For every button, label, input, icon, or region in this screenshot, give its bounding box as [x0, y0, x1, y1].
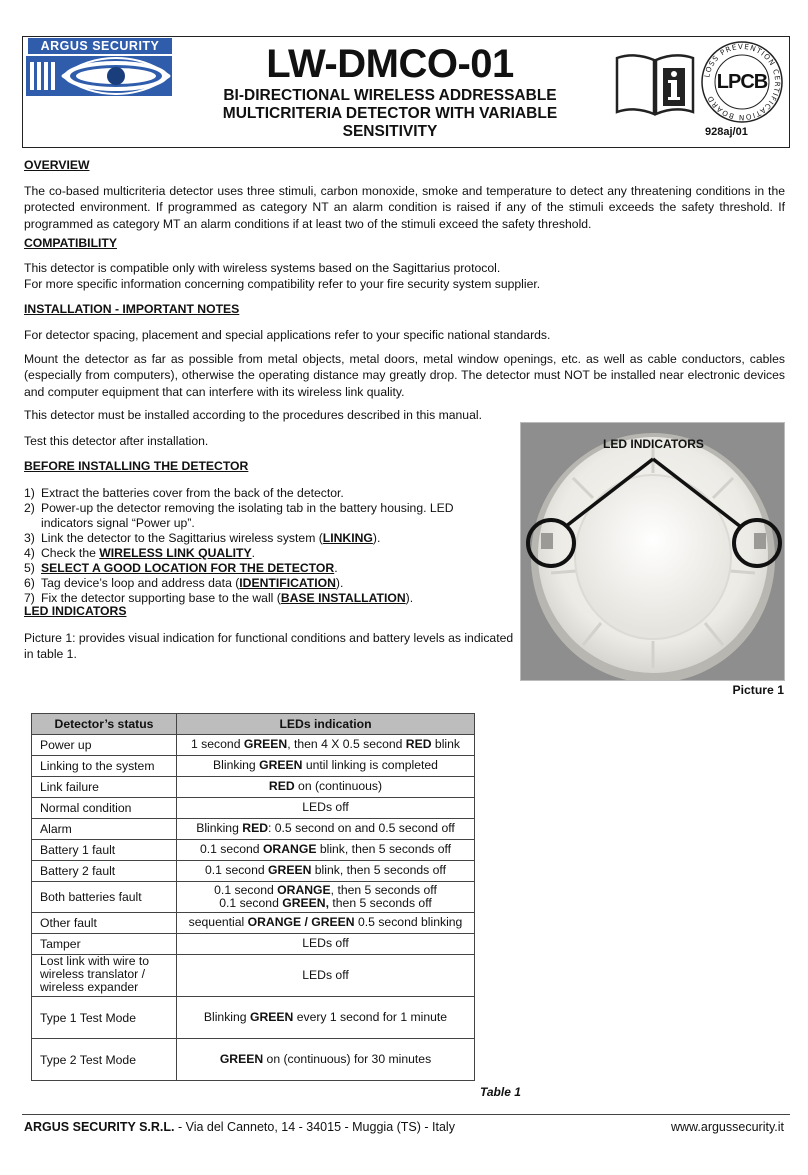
table-row	[32, 861, 475, 882]
led-indication-cell: 0.1 second ORANGE blink, then 5 seconds off	[177, 840, 475, 861]
table-row	[32, 840, 475, 861]
led-indication-cell: Blinking GREEN every 1 second for 1 minute	[177, 997, 475, 1039]
led-indication-cell: LEDs off	[177, 934, 475, 955]
table-row	[32, 777, 475, 798]
table-row	[32, 798, 475, 819]
table-row	[32, 735, 475, 756]
step-item: 6) Tag device’s loop and address data (IDENTIFICATION).	[24, 576, 344, 590]
compatibility-heading: COMPATIBILITY	[24, 236, 117, 250]
column-header-leds: LEDs indication	[177, 714, 475, 735]
svg-text:LPCB: LPCB	[716, 71, 768, 93]
status-cell: Battery 1 fault	[32, 840, 177, 861]
table-header-row	[32, 714, 475, 735]
lpcb-certification-seal-icon	[700, 40, 784, 124]
step-item: 4) Check the WIRELESS LINK QUALITY.	[24, 546, 255, 560]
table-caption: Table 1	[480, 1085, 521, 1099]
led-indicators-text: Picture 1: provides visual indication for functional conditions and battery levels as indicated in table 1.	[24, 631, 514, 662]
footer-company-name: ARGUS SECURITY S.R.L.	[24, 1120, 175, 1134]
table-row	[32, 756, 475, 777]
led-indication-cell: LEDs off	[177, 798, 475, 819]
status-cell: Tamper	[32, 934, 177, 955]
led-indication-cell: sequential ORANGE / GREEN 0.5 second blinking	[177, 913, 475, 934]
table-body	[32, 735, 475, 1081]
status-cell: Other fault	[32, 913, 177, 934]
status-cell: Lost link with wire to wireless translator / wireless expander	[32, 955, 177, 997]
led-indication-cell: Blinking GREEN until linking is completed	[177, 756, 475, 777]
linking-link[interactable]: LINKING	[322, 531, 373, 545]
status-cell: Linking to the system	[32, 756, 177, 777]
compatibility-line-2: For more specific information concerning compatibility refer to your fire security system supplier.	[24, 277, 541, 291]
argus-eye-logo-icon	[26, 56, 172, 96]
overview-text: The co-based multicriteria detector uses three stimuli, carbon monoxide, smoke and temperature to detect any threatening conditions in the protected environment. If programmed as category NT an alarm condition is raised if any of the stimuli exceeds the safety threshold. If programmed as category MT an alarm conditions if at least two of the stimuli exceed the safety threshold.	[24, 184, 785, 231]
footer-address	[24, 1120, 455, 1134]
led-indicators-label: LED INDICATORS	[603, 437, 704, 451]
status-cell: Type 2 Test Mode	[32, 1039, 177, 1081]
led-indication-cell: RED on (continuous)	[177, 777, 475, 798]
status-cell: Both batteries fault	[32, 882, 177, 913]
led-indication-cell: 0.1 second ORANGE, then 5 seconds off 0.1 second GREEN, then 5 seconds off	[177, 882, 475, 913]
footer-website-link[interactable]: www.argussecurity.it	[671, 1120, 784, 1134]
led-indication-cell: 1 second GREEN, then 4 X 0.5 second RED blink	[177, 735, 475, 756]
table-row	[32, 1039, 475, 1081]
step-item: 7) Fix the detector supporting base to the wall (BASE INSTALLATION).	[24, 591, 414, 605]
led-indication-cell: LEDs off	[177, 955, 475, 997]
footer-address-text: - Via del Canneto, 14 - 34015 - Muggia (TS) - Italy	[174, 1120, 455, 1134]
table-row	[32, 955, 475, 997]
led-indication-cell: GREEN on (continuous) for 30 minutes	[177, 1039, 475, 1081]
status-cell: Alarm	[32, 819, 177, 840]
footer-divider	[22, 1114, 790, 1115]
status-cell: Battery 2 fault	[32, 861, 177, 882]
identification-link[interactable]: IDENTIFICATION	[239, 576, 336, 590]
led-indication-cell: Blinking RED: 0.5 second on and 0.5 second off	[177, 819, 475, 840]
manual-info-book-icon	[613, 50, 697, 118]
step-item: 5) SELECT A GOOD LOCATION FOR THE DETECTOR.	[24, 561, 338, 575]
installation-paragraph-1: For detector spacing, placement and special applications refer to your specific national standards.	[24, 328, 551, 342]
table-row	[32, 997, 475, 1039]
installation-steps-list	[24, 486, 494, 606]
status-cell: Normal condition	[32, 798, 177, 819]
led-status-table	[31, 713, 475, 1081]
compatibility-line-1: This detector is compatible only with wireless systems based on the Sagittarius protocol.	[24, 261, 501, 275]
table-row	[32, 934, 475, 955]
document-code: 928aj/01	[705, 126, 748, 138]
detector-photo	[520, 422, 785, 681]
status-cell: Power up	[32, 735, 177, 756]
installation-paragraph-4: Test this detector after installation.	[24, 434, 209, 448]
svg-text:LOSS PREVENTION CERTIFICATION: LOSS PREVENTION CERTIFICATION BOARD	[702, 41, 783, 123]
column-header-status: Detector’s status	[32, 714, 177, 735]
status-cell: Type 1 Test Mode	[32, 997, 177, 1039]
table-row	[32, 913, 475, 934]
led-indicators-heading: LED INDICATORS	[24, 604, 127, 618]
product-subtitle: BI-DIRECTIONAL WIRELESS ADDRESSABLE MULTICRITERIA DETECTOR WITH VARIABLE SENSITIVITY	[222, 87, 558, 140]
step-item: 3) Link the detector to the Sagittarius wireless system (LINKING).	[24, 531, 381, 545]
installation-heading: INSTALLATION - IMPORTANT NOTES	[24, 302, 240, 316]
status-cell: Link failure	[32, 777, 177, 798]
overview-heading: OVERVIEW	[24, 158, 90, 172]
step-item: 2) Power-up the detector removing the isolating tab in the battery housing. LED indicators signal “Power up”.	[24, 501, 454, 530]
select-location-link[interactable]: SELECT A GOOD LOCATION FOR THE DETECTOR	[41, 561, 335, 575]
company-logo-text: ARGUS SECURITY	[28, 38, 172, 54]
installation-paragraph-2: Mount the detector as far as possible from metal objects, metal doors, metal window openings, etc. as well as cable conductors, cables (especially from computers), otherwise the operating distance may greatly drop. The detector must NOT be installed near electronic devices and computer equipment that can interfere with its wireless link quality.	[24, 352, 785, 399]
before-installing-heading: BEFORE INSTALLING THE DETECTOR	[24, 459, 249, 473]
wireless-link-quality-link[interactable]: WIRELESS LINK QUALITY	[99, 546, 252, 560]
step-item: 1) Extract the batteries cover from the back of the detector.	[24, 486, 344, 500]
led-indication-cell: 0.1 second GREEN blink, then 5 seconds off	[177, 861, 475, 882]
detector-illustration	[521, 423, 785, 681]
product-title: LW-DMCO-01	[266, 42, 514, 86]
base-installation-link[interactable]: BASE INSTALLATION	[280, 591, 406, 605]
picture-caption: Picture 1	[732, 683, 784, 697]
installation-paragraph-3: This detector must be installed according to the procedures described in this manual.	[24, 408, 482, 422]
table-row	[32, 882, 475, 913]
table-row	[32, 819, 475, 840]
